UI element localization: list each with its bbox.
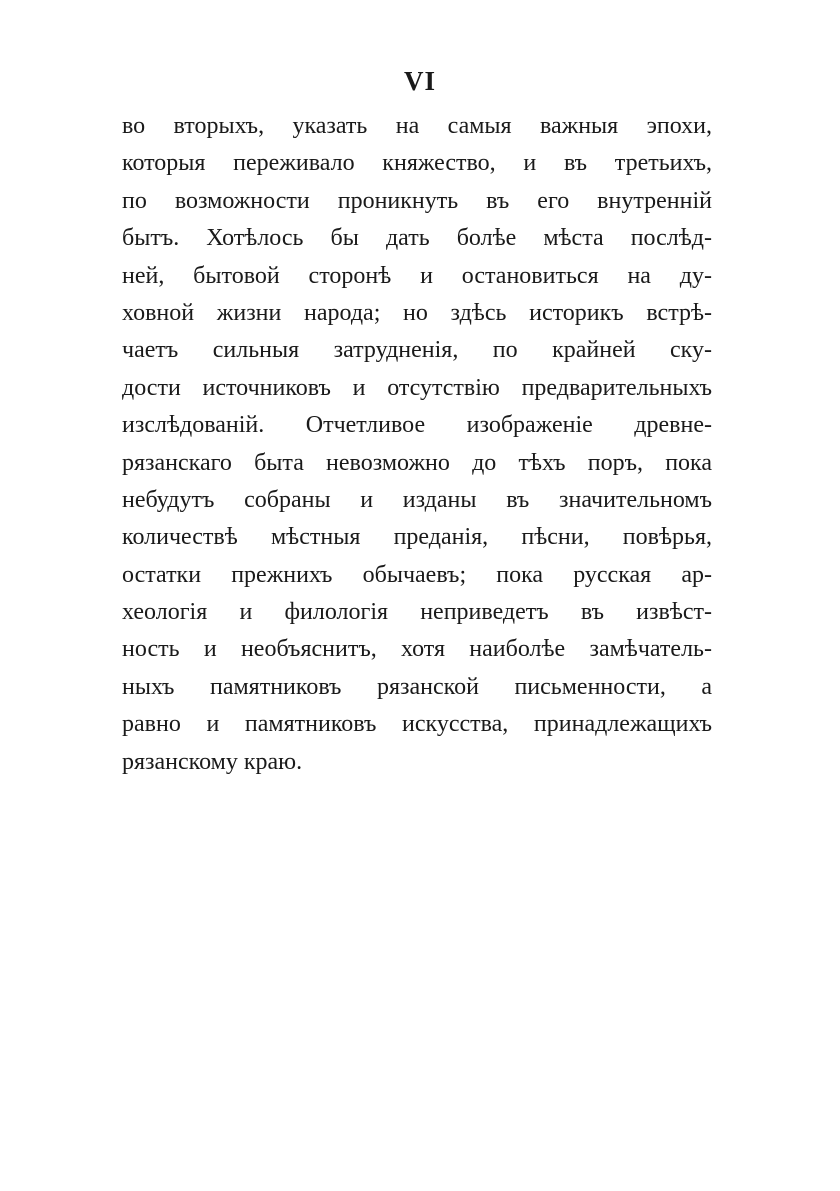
text-line: дости источниковъ и отсутствію предварительныхъ (122, 374, 712, 401)
text-line: равно и памятниковъ искусства, принадлежащихъ (122, 711, 712, 738)
text-line: ныхъ памятниковъ рязанской письменности, а (122, 673, 712, 700)
text-line: хеологія и филологія неприведетъ въ извѣст- (122, 599, 712, 626)
text-line: бытъ. Хотѣлось бы дать болѣе мѣста послѣд- (122, 225, 712, 252)
text-line: ность и необъяснитъ, хотя наиболѣе замѣчатель- (122, 636, 712, 663)
text-line: остатки прежнихъ обычаевъ; пока русская ар- (122, 561, 712, 588)
text-line: изслѣдованій. Отчетливое изображеніе древне- (122, 412, 712, 439)
body-text (122, 108, 712, 781)
text-line: чаетъ сильныя затрудненія, по крайней ску- (122, 337, 712, 364)
text-line: ней, бытовой сторонѣ и остановиться на ду- (122, 262, 712, 289)
page-number: VI (403, 66, 436, 96)
text-line: которыя переживало княжество, и въ третьихъ, (122, 150, 712, 177)
text-line: небудутъ собраны и изданы въ значительномъ (122, 486, 712, 513)
text-line: во вторыхъ, указать на самыя важныя эпохи, (122, 113, 712, 139)
text-line: рязанскаго быта невозможно до тѣхъ поръ, пока (122, 449, 712, 476)
text-line: ховной жизни народа; но здѣсь историкъ встрѣ- (122, 299, 712, 326)
text-line: по возможности проникнуть въ его внутренній (122, 187, 712, 214)
text-line: количествѣ мѣстныя преданія, пѣсни, повѣрья, (122, 524, 712, 551)
text-line-last: рязанскому краю. (122, 748, 303, 775)
